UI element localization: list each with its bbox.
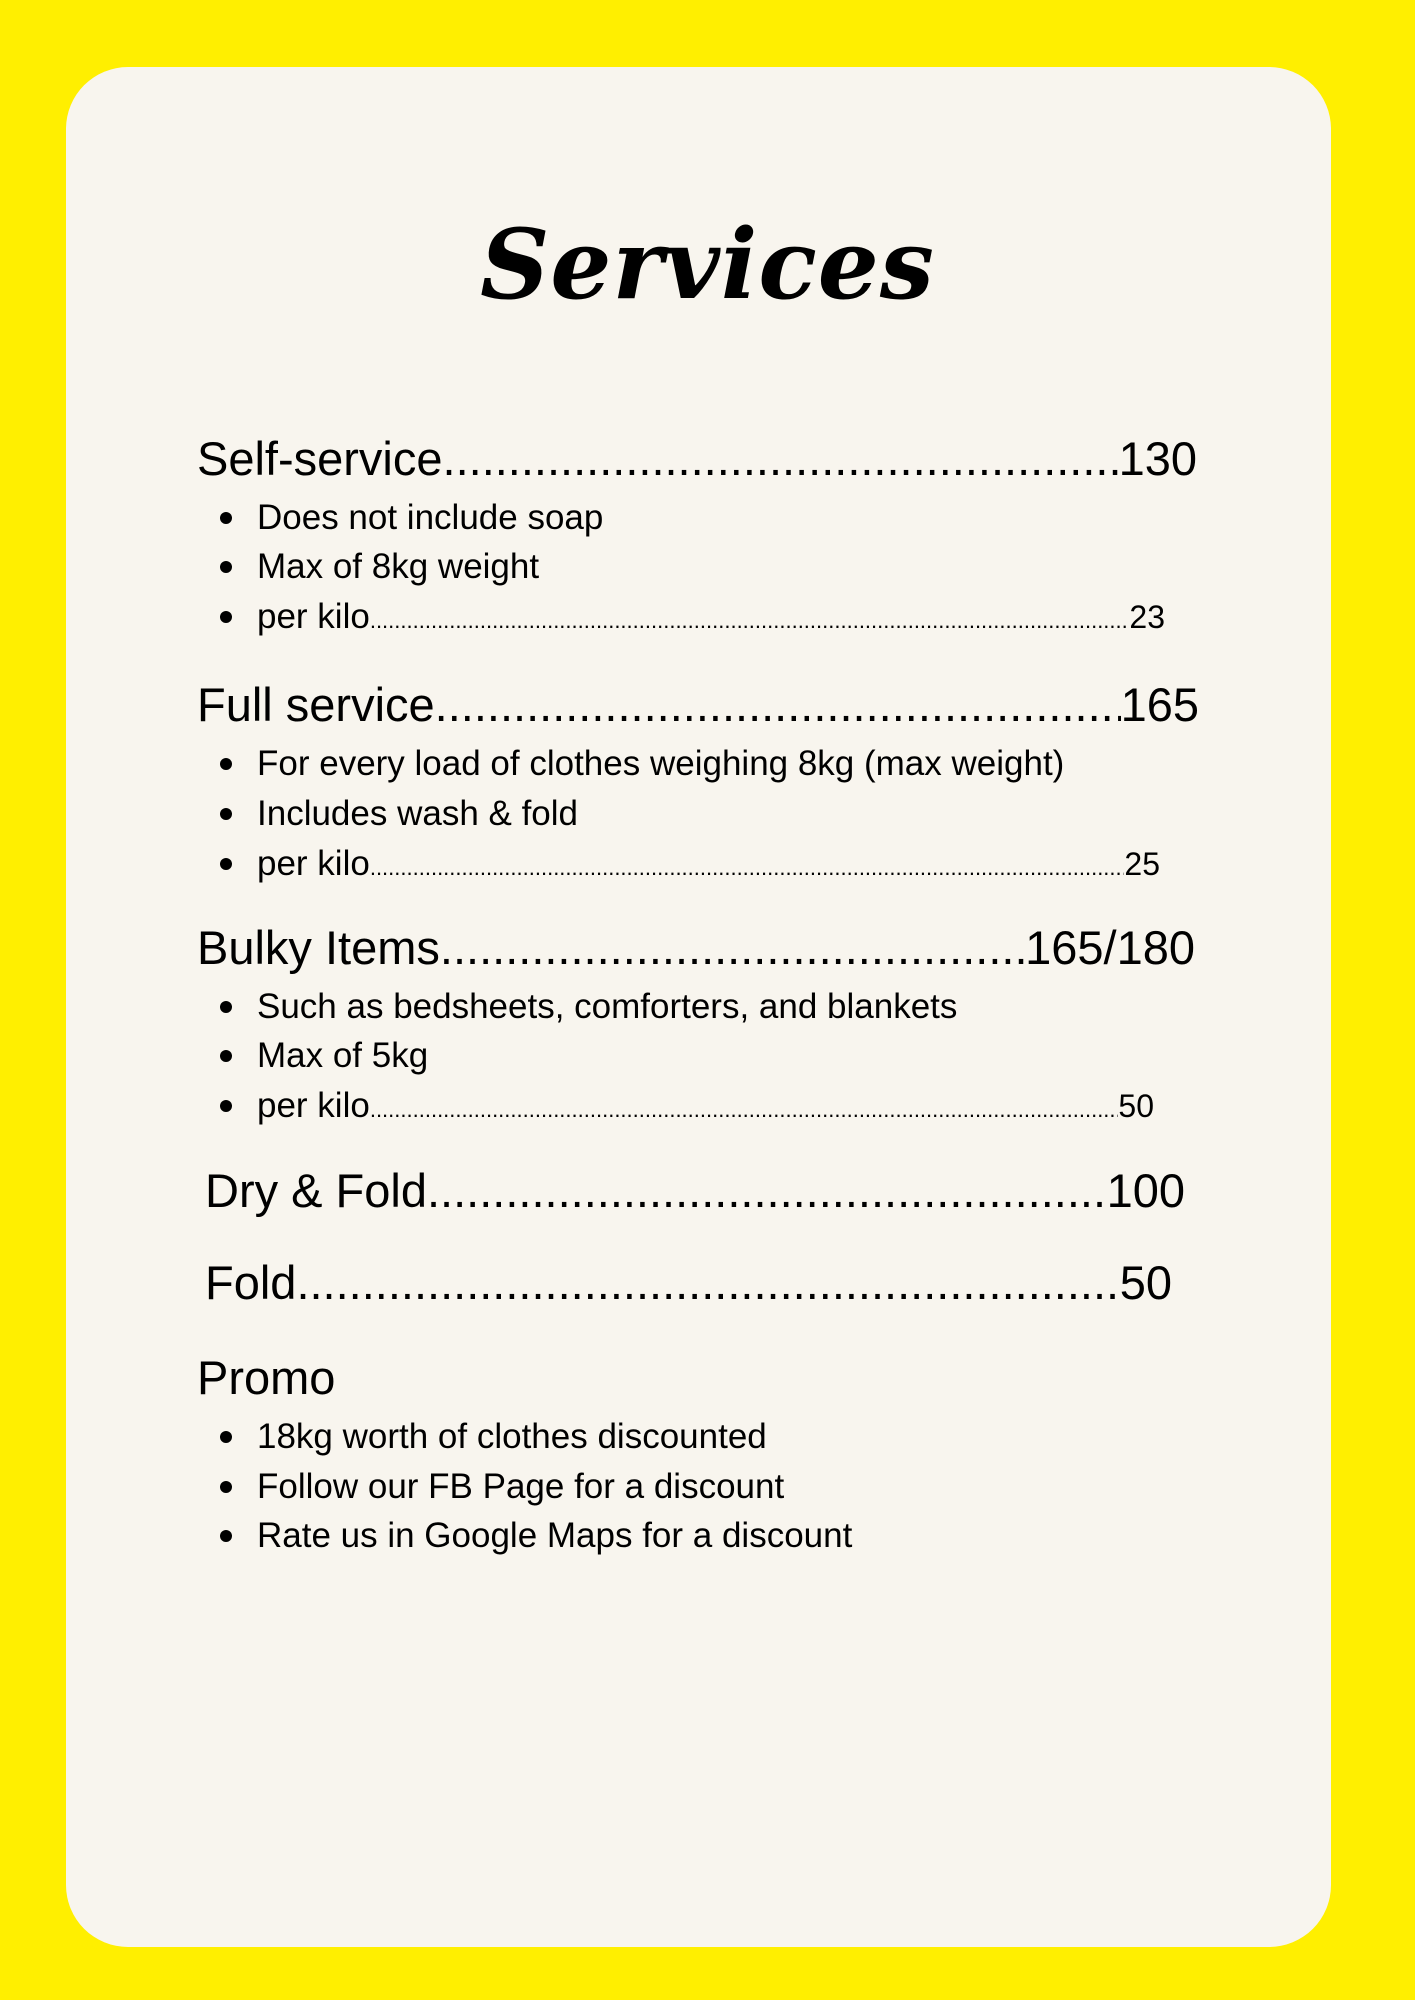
- service-note: Such as bedsheets, comforters, and blankets: [257, 987, 958, 1026]
- leader-dots: [370, 599, 1130, 643]
- per-kilo-label: per kilo: [257, 597, 370, 636]
- per-kilo-row: [257, 595, 1165, 643]
- service-name: Bulky Items: [197, 921, 440, 974]
- per-kilo-price: 23: [1129, 599, 1165, 635]
- leader-dots: [443, 431, 1119, 487]
- bullet: [220, 1100, 232, 1112]
- promo-item: Rate us in Google Maps for a discount: [257, 1516, 853, 1555]
- service-dry-and-fold: [205, 1163, 1185, 1219]
- promo-item: Follow our FB Page for a discount: [257, 1467, 785, 1506]
- leader-dots: [435, 677, 1121, 733]
- service-fold: [205, 1255, 1172, 1311]
- service-note: Max of 8kg weight: [257, 547, 540, 586]
- per-kilo-row: [257, 842, 1160, 890]
- service-full-service: [197, 677, 1199, 733]
- service-name: Self-service: [197, 432, 443, 485]
- service-price: 165: [1120, 678, 1199, 731]
- service-note: Does not include soap: [257, 498, 604, 537]
- leader-dots: [440, 920, 1025, 976]
- service-note: Max of 5kg: [257, 1036, 429, 1075]
- bullet: [220, 758, 232, 770]
- page-title: Services: [480, 208, 935, 321]
- service-note: For every load of clothes weighing 8kg (max weight): [257, 744, 1065, 783]
- bullet: [220, 1530, 232, 1542]
- bullet: [220, 1050, 232, 1062]
- per-kilo-price: 50: [1118, 1088, 1154, 1124]
- service-bulky-items: [197, 920, 1195, 976]
- service-price: 165/180: [1025, 921, 1195, 974]
- bullet: [220, 561, 232, 573]
- per-kilo-label: per kilo: [257, 1086, 370, 1125]
- service-price: 50: [1119, 1256, 1172, 1309]
- service-name: Full service: [197, 678, 435, 731]
- service-note: Includes wash & fold: [257, 794, 579, 833]
- leader-dots: [370, 846, 1125, 890]
- service-name: Dry & Fold: [205, 1164, 427, 1217]
- service-price: 100: [1106, 1164, 1185, 1217]
- leader-dots: [296, 1255, 1119, 1311]
- bullet: [220, 858, 232, 870]
- per-kilo-price: 25: [1124, 846, 1160, 882]
- bullet: [220, 512, 232, 524]
- service-price: 130: [1118, 432, 1197, 485]
- promo-title: Promo: [197, 1351, 336, 1404]
- per-kilo-label: per kilo: [257, 844, 370, 883]
- leader-dots: [370, 1088, 1119, 1132]
- per-kilo-row: [257, 1084, 1154, 1132]
- service-self-service: [197, 431, 1197, 487]
- bullet: [220, 611, 232, 623]
- bullet: [220, 808, 232, 820]
- promo-item: 18kg worth of clothes discounted: [257, 1417, 767, 1456]
- bullet: [220, 1431, 232, 1443]
- bullet: [220, 1481, 232, 1493]
- bullet: [220, 1001, 232, 1013]
- leader-dots: [427, 1163, 1107, 1219]
- service-name: Fold: [205, 1256, 297, 1309]
